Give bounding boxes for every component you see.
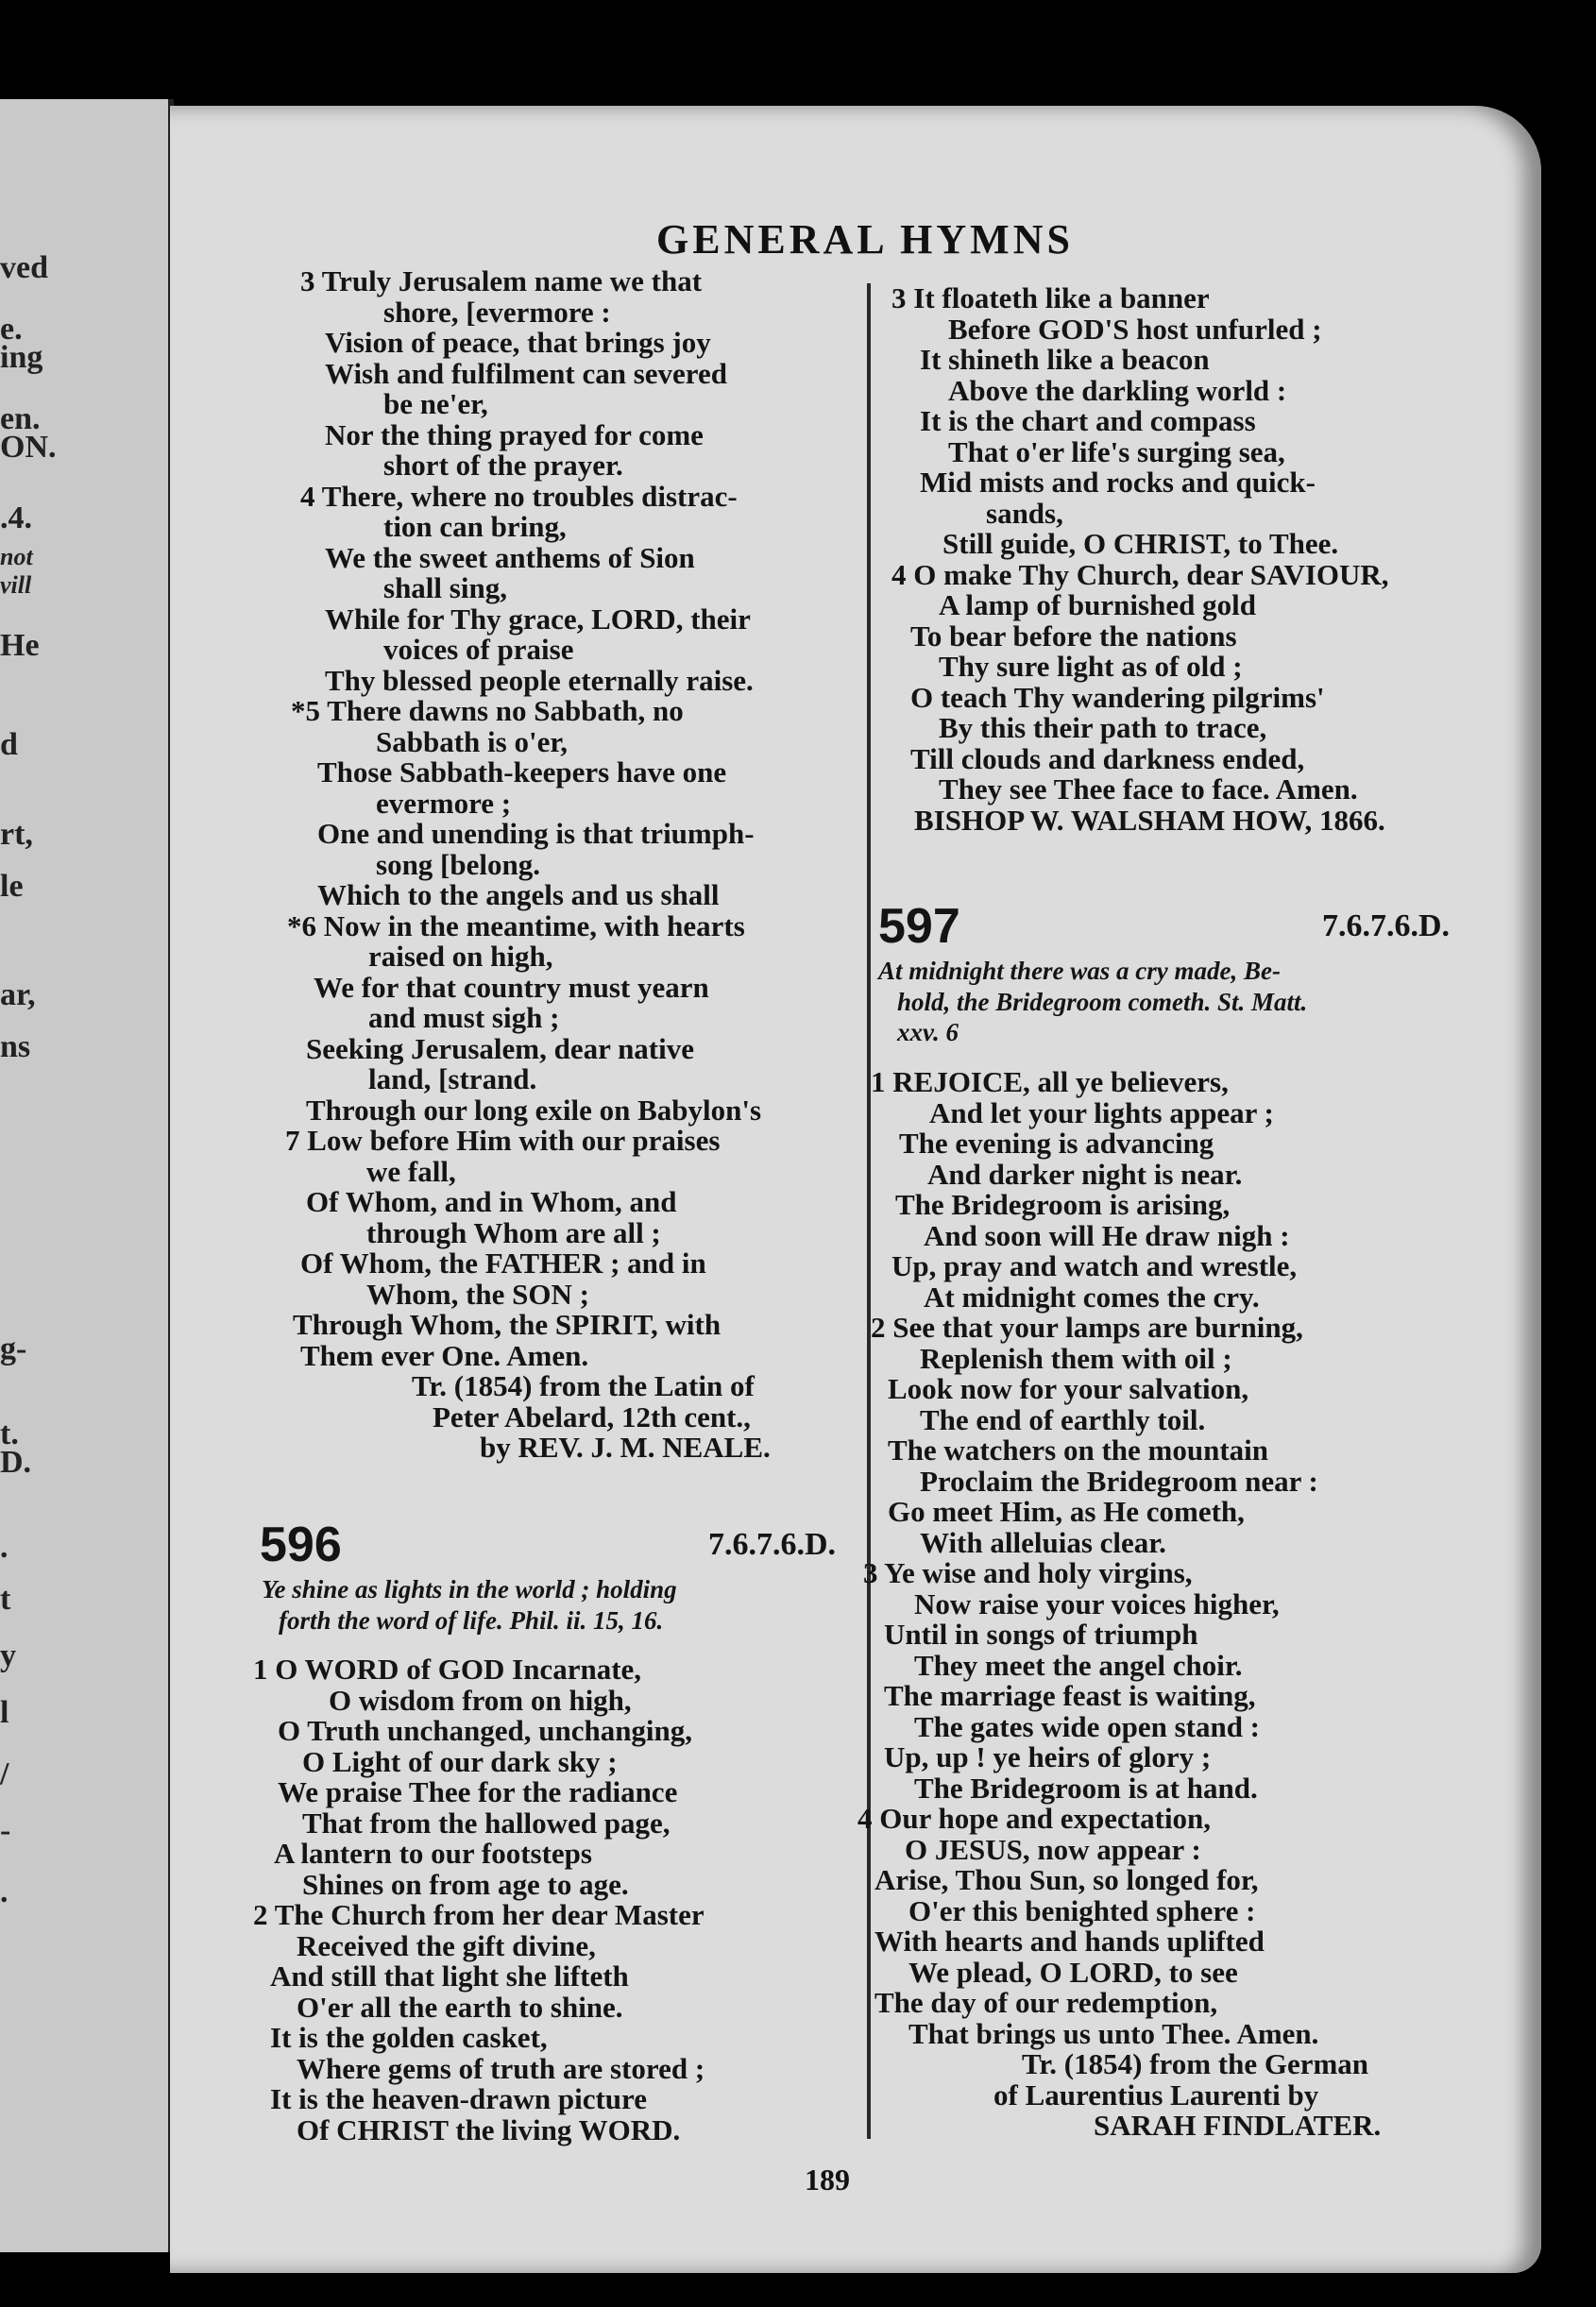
verse-line: The Bridegroom is arising, [895, 1188, 1231, 1221]
hymn-596-verses [253, 1654, 839, 2146]
verse-line: be ne'er, [383, 387, 488, 420]
hymn-number: 596 7.6.7.6.D. [260, 1518, 836, 1572]
verse-line: By this their path to trace, [939, 711, 1267, 744]
verse-line: Which to the angels and us shall [317, 878, 720, 911]
verse-line: Of Whom, the FATHER ; and in [300, 1247, 706, 1280]
verse-line: Mid mists and rocks and quick- [920, 466, 1316, 499]
verse-line: And darker night is near. [927, 1157, 1243, 1191]
left-fragment: e. [0, 312, 23, 347]
verse-line: 1 O WORD of GOD Incarnate, [253, 1653, 642, 1686]
verse-line: Replenish them with oil ; [920, 1341, 1232, 1375]
left-fragment: l [0, 1695, 9, 1730]
left-fragment: D. [0, 1445, 32, 1480]
verse-line: The marriage feast is waiting, [884, 1679, 1256, 1712]
verse-line: It shineth like a beacon [920, 343, 1210, 376]
verse-line: A lantern to our footsteps [274, 1837, 592, 1870]
verse-line: Sabbath is o'er, [376, 724, 568, 758]
verse-line: voices of praise [383, 633, 574, 666]
verse-line: Shines on from age to age. [302, 1867, 629, 1901]
verse-line: While for Thy grace, LORD, their [325, 602, 751, 636]
left-fragment: ns [0, 1029, 31, 1064]
left-fragment: . [0, 1530, 8, 1565]
verse-line: Up, up ! ye heirs of glory ; [884, 1740, 1212, 1773]
verse-line: shall sing, [383, 571, 507, 604]
verse-line: Before GOD'S host unfurled ; [948, 312, 1322, 346]
verse-line: Of CHRIST the living WORD. [297, 2112, 681, 2146]
verse-line: And let your lights appear ; [929, 1095, 1274, 1129]
left-fragment: / [0, 1756, 9, 1791]
left-fragment: ved [0, 250, 48, 285]
attribution-line: Tr. (1854) from the Latin of [412, 1369, 755, 1402]
verse-line: Look now for your salvation, [888, 1372, 1249, 1405]
attribution-line: Peter Abelard, 12th cent., [433, 1399, 751, 1433]
left-fragment: vill [0, 571, 32, 599]
verse-line: And still that light she lifteth [270, 1959, 629, 1993]
verse-line: Through our long exile on Babylon's [306, 1093, 762, 1127]
verse-line: We praise Thee for the radiance [278, 1775, 678, 1808]
verse-line: Of Whom, and in Whom, and [306, 1185, 677, 1218]
verse-line: sands, [986, 496, 1063, 530]
verse-line: Seeking Jerusalem, dear native [306, 1031, 695, 1065]
attribution-line: of Laurentius Laurenti by [993, 2078, 1319, 2112]
verse-line: A lamp of burnished gold [939, 588, 1256, 621]
scripture-reference: xxv. 6 [897, 1018, 959, 1046]
verse-line: 2 See that your lamps are burning, [871, 1311, 1303, 1344]
verse-line: land, [strand. [368, 1062, 537, 1095]
verse-line: Now raise your voices higher, [914, 1586, 1280, 1620]
left-fragment: t. [0, 1416, 19, 1451]
hymn-meter: 7.6.7.6.D. [707, 1527, 836, 1562]
verse-line: They see Thee face to face. Amen. [939, 772, 1358, 806]
left-fragment: ON. [0, 430, 57, 465]
verse-line: Received the gift divine, [297, 1928, 596, 1962]
left-column-continuation [285, 264, 857, 1464]
verse-line: One and unending is that triumph- [317, 817, 755, 850]
verse-line: O Light of our dark sky ; [302, 1744, 618, 1778]
verse-line: With alleluias clear. [920, 1525, 1166, 1559]
verse-line: That brings us unto Thee. Amen. [908, 2016, 1319, 2050]
left-fragment: ar, [0, 977, 36, 1012]
verse-line: Them ever One. Amen. [300, 1338, 589, 1372]
attribution-line: BISHOP W. WALSHAM HOW, 1866. [914, 803, 1385, 837]
left-fragment: y [0, 1638, 16, 1673]
verse-line: It is the heaven-drawn picture [270, 2082, 647, 2115]
verse-line: The watchers on the mountain [888, 1433, 1269, 1467]
verse-line: O Truth unchanged, unchanging, [278, 1714, 693, 1747]
verse-line: 7 Low before Him with our praises [285, 1124, 721, 1157]
verse-line: O'er all the earth to shine. [297, 1990, 623, 2024]
verse-line: 3 Ye wise and holy virgins, [863, 1556, 1193, 1589]
page-number: 189 [805, 2163, 850, 2197]
verse-line: Whom, the SON ; [366, 1277, 589, 1311]
verse-line: 3 It floateth like a banner [891, 281, 1210, 314]
verse-line: Until in songs of triumph [884, 1618, 1198, 1651]
verse-line: short of the prayer. [383, 449, 623, 482]
left-fragment: le [0, 869, 24, 904]
verse-line: 2 The Church from her dear Master [253, 1898, 705, 1931]
hymn-597-verses [857, 1065, 1447, 2142]
verse-line: Nor the thing prayed for come [325, 417, 704, 451]
right-column-continuation [891, 283, 1449, 836]
scripture-reference: forth the word of life. Phil. ii. 15, 16. [279, 1605, 664, 1635]
left-fragment: t [0, 1582, 11, 1617]
hymn-number: 597 7.6.7.6.D. [878, 899, 1450, 954]
hymn-meter: 7.6.7.6.D. [1321, 908, 1450, 943]
verse-line: Above the darkling world : [948, 373, 1287, 407]
verse-line: through Whom are all ; [366, 1215, 661, 1249]
left-fragment: en. [0, 401, 41, 436]
verse-line: With hearts and hands uplifted [874, 1925, 1265, 1958]
hymn-597-heading [878, 897, 1450, 1048]
verse-line: song [belong. [376, 847, 540, 881]
verse-line: Thy sure light as of old ; [939, 650, 1243, 683]
scripture-reference: At midnight there was a cry made, Be- [878, 957, 1282, 985]
verse-line: The gates wide open stand : [914, 1709, 1261, 1743]
verse-line: Those Sabbath-keepers have one [317, 755, 727, 789]
verse-line: That o'er life's surging sea, [948, 434, 1285, 468]
verse-line: O teach Thy wandering pilgrims' [910, 680, 1325, 714]
attribution-line: by REV. J. M. NEALE. [480, 1431, 771, 1464]
page-header: GENERAL HYMNS [656, 216, 1074, 263]
verse-line: Arise, Thou Sun, so longed for, [874, 1863, 1259, 1896]
verse-line: Go meet Him, as He cometh, [888, 1495, 1245, 1528]
verse-line: At midnight comes the cry. [924, 1280, 1260, 1314]
verse-line: Still guide, O CHRIST, to Thee. [942, 527, 1339, 560]
left-fragment: He [0, 628, 40, 663]
verse-line: The Bridegroom is at hand. [914, 1771, 1258, 1805]
verse-line: The evening is advancing [899, 1127, 1214, 1160]
verse-line: Wish and fulfilment can severed [325, 356, 727, 390]
verse-line: O'er this benighted sphere : [908, 1893, 1256, 1927]
verse-line: It is the chart and compass [920, 404, 1256, 437]
scripture-reference: hold, the Bridegroom cometh. St. Matt. [897, 987, 1308, 1016]
verse-line: 4 There, where no troubles distrac- [300, 479, 738, 513]
verse-line: Through Whom, the SPIRIT, with [293, 1308, 722, 1341]
verse-line: 3 Truly Jerusalem name we that [300, 264, 703, 297]
left-fragment: ing [0, 340, 43, 375]
verse-line: Up, pray and watch and wrestle, [891, 1249, 1298, 1282]
attribution-line: Tr. (1854) from the German [1022, 2047, 1369, 2080]
verse-line: 1 REJOICE, all ye believers, [871, 1065, 1229, 1098]
left-fragment: . [0, 1874, 8, 1909]
verse-line: we fall, [366, 1154, 456, 1188]
verse-line: and must sigh ; [368, 1001, 560, 1034]
verse-line: *5 There dawns no Sabbath, no [291, 694, 684, 727]
left-fragment: rt, [0, 817, 33, 852]
verse-line: We plead, O LORD, to see [908, 1955, 1238, 1989]
scripture-reference: Ye shine as lights in the world ; holding [262, 1575, 677, 1603]
verse-line: And soon will He draw nigh : [924, 1218, 1290, 1252]
left-fragment: - [0, 1813, 11, 1848]
verse-line: They meet the angel choir. [914, 1648, 1243, 1682]
verse-line: O JESUS, now appear : [905, 1832, 1201, 1866]
verse-line: We for that country must yearn [314, 970, 709, 1004]
verse-line: 4 O make Thy Church, dear SAVIOUR, [891, 557, 1389, 591]
left-fragment: not [0, 543, 33, 570]
verse-line: Where gems of truth are stored ; [297, 2051, 705, 2085]
verse-line: Thy blessed people eternally raise. [325, 663, 754, 697]
hymn-596-heading [260, 1516, 836, 1636]
verse-line: The day of our redemption, [874, 1986, 1218, 2019]
verse-line: The end of earthly toil. [920, 1402, 1206, 1436]
attribution-line: SARAH FINDLATER. [1094, 2109, 1382, 2142]
verse-line: Proclaim the Bridegroom near : [920, 1464, 1318, 1498]
verse-line: That from the hallowed page, [302, 1806, 671, 1840]
verse-line: Vision of peace, that brings joy [325, 326, 711, 359]
left-page-edge [0, 99, 174, 2252]
verse-line: shore, [evermore : [383, 295, 611, 329]
verse-line: raised on high, [368, 940, 553, 973]
verse-line: 4 Our hope and expectation, [857, 1802, 1212, 1835]
left-fragment: d [0, 727, 18, 762]
verse-line: *6 Now in the meantime, with hearts [287, 908, 745, 942]
verse-line: We the sweet anthems of Sion [325, 540, 695, 574]
verse-line: evermore ; [376, 786, 512, 820]
left-fragment: g- [0, 1332, 27, 1366]
verse-line: To bear before the nations [910, 619, 1237, 653]
verse-line: It is the golden casket, [270, 2021, 548, 2054]
verse-line: O wisdom from on high, [329, 1683, 632, 1717]
verse-line: tion can bring, [383, 510, 567, 543]
left-fragment: .4. [0, 500, 32, 535]
verse-line: Till clouds and darkness ended, [910, 741, 1305, 775]
